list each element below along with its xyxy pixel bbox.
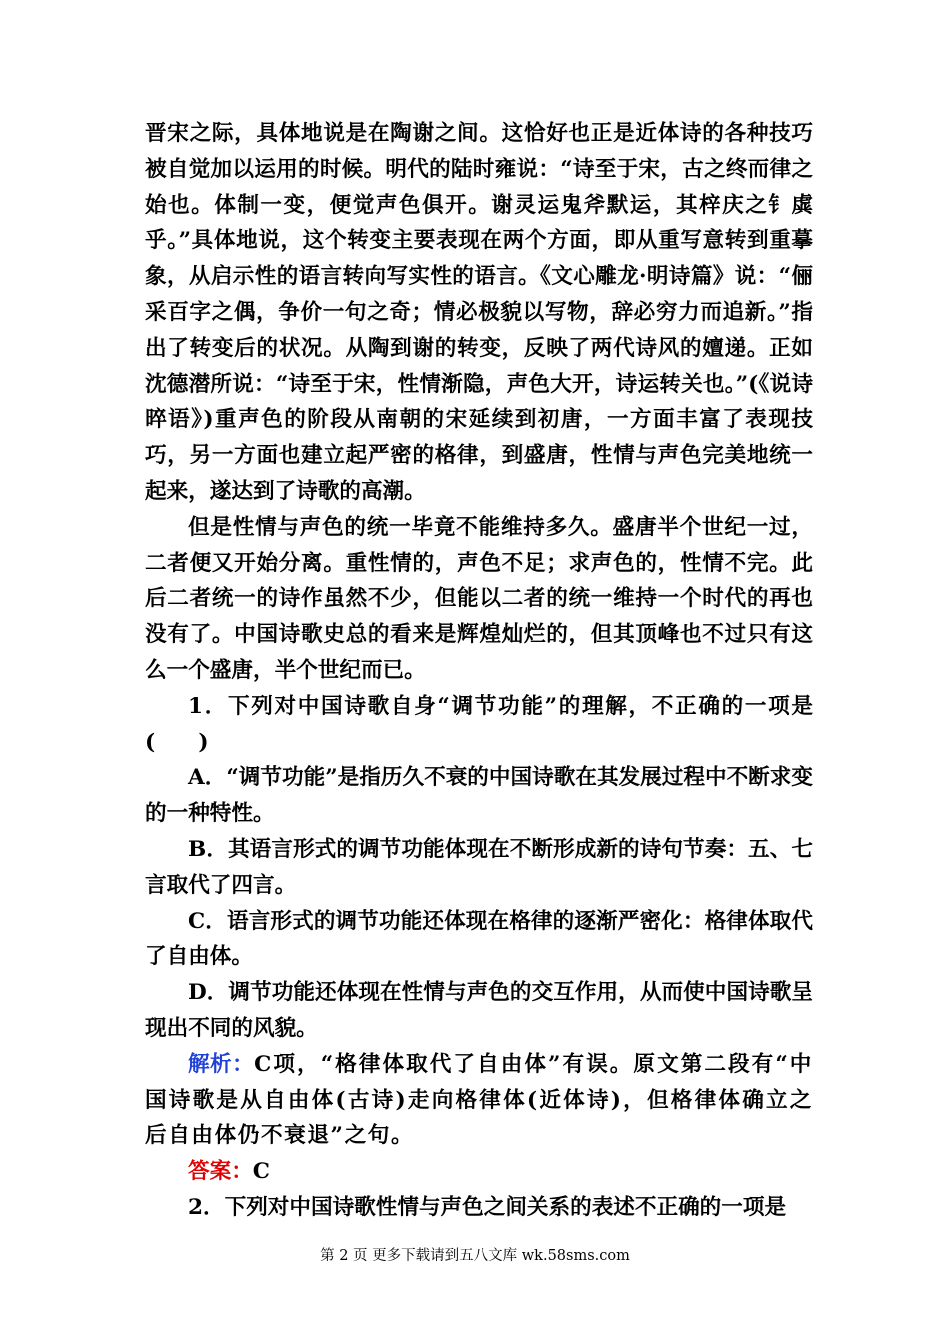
question-1-analysis <box>145 1047 813 1154</box>
passage-paragraph-1: 晋宋之际，具体地说是在陶谢之间。这恰好也正是近体诗的各种技巧被自觉加以运用的时候。明代的陆时雍说：“诗至于宋，古之终而律之始也。体制一变，便觉声色俱开。谢灵运鬼斧默运，其梓庆之钅虡乎。”具体地说，这个转变主要表现在两个方面，即从重写意转到重摹象，从启示性的语言转向写实性的语言。《文心雕龙·明诗篇》说：“俪采百字之偶，争价一句之奇；情必极貌以写物，辞必穷力而追新。”指出了转变后的状况。从陶到谢的转变，反映了两代诗风的嬗递。正如沈德潜所说：“诗至于宋，性情渐隐，声色大开，诗运转关也。”(《说诗晬语》)重声色的阶段从南朝的宋延续到初唐，一方面丰富了表现技巧，另一方面也建立起严密的格律，到盛唐，性情与声色完美地统一起来，遂达到了诗歌的高潮。 <box>145 121 813 504</box>
question-1-option-d: D．调节功能还体现在性情与声色的交互作用，从而使中国诗歌呈现出不同的风貌。 <box>145 980 813 1041</box>
document-body <box>145 116 813 1226</box>
question-1-stem: 1．下列对中国诗歌自身“调节功能”的理解，不正确的一项是( ) <box>145 693 813 755</box>
answer-value: C <box>252 1159 270 1185</box>
page-footer: 第 2 页 更多下载请到五八文库 wk.58sms.com <box>320 1248 630 1264</box>
question-1-option-a: A．“调节功能”是指历久不衰的中国诗歌在其发展过程中不断求变的一种特性。 <box>145 765 813 827</box>
question-1-option-b: B．其语言形式的调节功能体现在不断形成新的诗句节奏：五、七言取代了四言。 <box>145 836 813 898</box>
answer-label: 答案： <box>188 1159 253 1185</box>
question-1-option-c: C．语言形式的调节功能还体现在格律的逐渐严密化：格律体取代了自由体。 <box>145 908 813 970</box>
analysis-label: 解析： <box>188 1051 255 1077</box>
passage-paragraph-2: 但是性情与声色的统一毕竟不能维持多久。盛唐半个世纪一过，二者便又开始分离。重性情的，声色不足；求声色的，性情不完。此后二者统一的诗作虽然不少，但能以二者的统一维持一个时代的再也没有了。中国诗歌史总的看来是辉煌灿烂的，但其顶峰也不过只有这么一个盛唐，半个世纪而已。 <box>145 514 813 683</box>
analysis-text: C项，“格律体取代了自由体”有误。原文第二段有“中国诗歌是从自由体(古诗)走向格律体(近体诗)，但格律体确立之后自由体仍不衰退”之句。 <box>145 1051 813 1149</box>
question-1-answer <box>145 1154 813 1190</box>
question-2-stem: 2．下列对中国诗歌性情与声色之间关系的表述不正确的一项是 <box>188 1194 787 1220</box>
